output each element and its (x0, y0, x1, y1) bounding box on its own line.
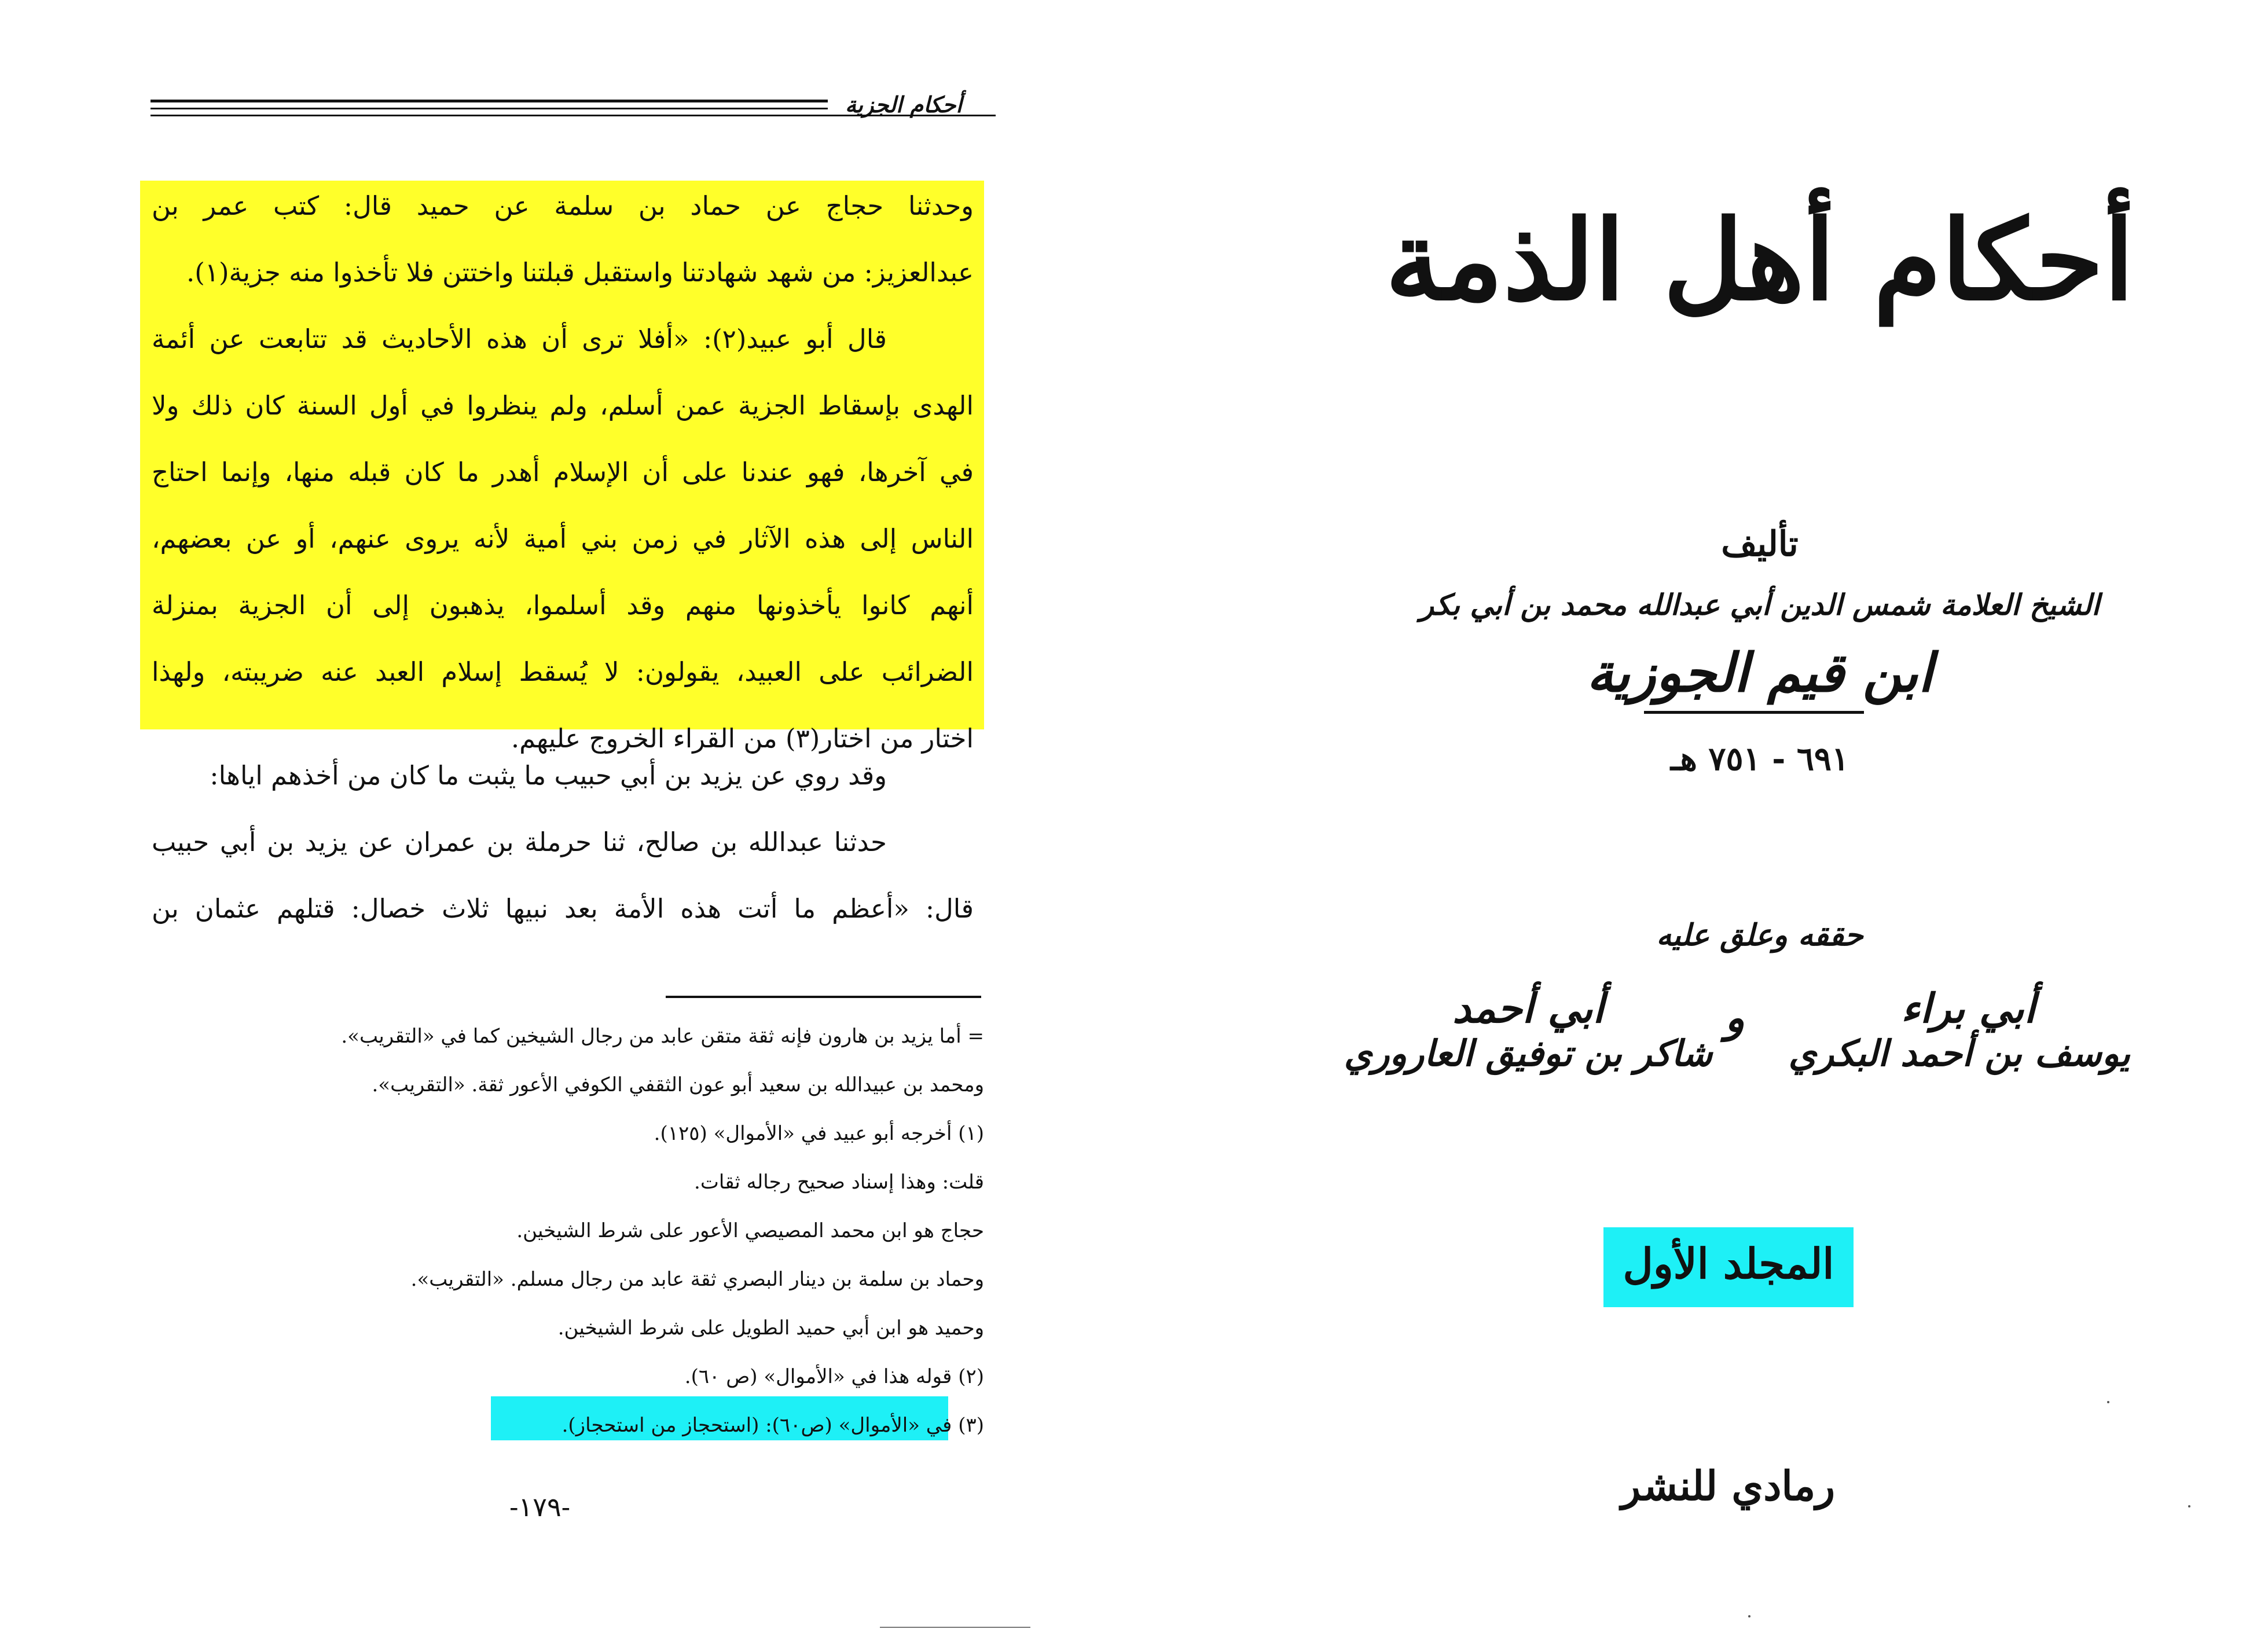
editor-name: يوسف بن أحمد البكري (1788, 1032, 2130, 1074)
editor-kunya: أبي براء (1900, 984, 2036, 1032)
header-underline (151, 115, 996, 116)
running-head-title: أحكام الجزية (845, 91, 962, 118)
text-line: حدثنا عبدالله بن صالح، ثنا حرملة بن عمران عن يزيد بن أبي حبيب (152, 827, 887, 857)
verified-label: حققه وعلق عليه (1656, 918, 1863, 953)
author-titles: الشيخ العلامة شمس الدين أبي عبدالله محمد بن أبي بكر (1419, 588, 2100, 622)
footnote-line: وحماد بن سلمة بن دينار البصري ثقة عابد من رجال مسلم. «التقريب». (410, 1268, 984, 1291)
editor-name: شاكر بن توفيق العاروري (1344, 1032, 1713, 1074)
text-line: عبدالعزيز: من شهد شهادتنا واستقبل قبلتنا واختتن فلا تأخذوا منه جزية(١). (186, 257, 974, 288)
page-number: -١٧٩- (509, 1491, 571, 1523)
editor-kunya: أبي أحمد (1452, 984, 1604, 1032)
text-line: قال: «أعظم ما أتت هذه الأمة بعد نبيها ثلاث خصال: قتلهم عثمان بن (152, 893, 974, 924)
authored-label: تأليف (1721, 524, 1799, 564)
text-line: في آخرها، فهو عندنا على أن الإسلام أهدر ما كان قبله منها، وإنما احتاج (152, 457, 974, 487)
page-edge-line (880, 1627, 1030, 1628)
text-line: الضرائب على العبيد، يقولون: لا يُسقط إسلام العبد عنه ضريبته، ولهذا (152, 656, 974, 687)
volume-label: المجلد الأول (1623, 1239, 1834, 1288)
footnote-line: حجاج هو ابن محمد المصيصي الأعور على شرط الشيخين. (516, 1219, 984, 1242)
scan-speck (2188, 1505, 2190, 1507)
footnote-line: ومحمد بن عبيدالله بن سعيد أبو عون الثقفي الكوفي الأعور ثقة. «التقريب». (372, 1073, 984, 1096)
body-paragraphs (152, 742, 974, 942)
editor-1 (1788, 984, 2130, 1074)
text-line: قال أبو عبيد(٢): «أفلا ترى أن هذه الأحاديث قد تتابعت عن أئمة (152, 324, 887, 354)
author-dates: ٦٩١ - ٧٥١ هـ (1670, 740, 1849, 778)
scan-speck (1748, 1615, 1750, 1617)
book-title: أحكام أهل الذمة (1385, 196, 2134, 325)
footnote-line: وحميد هو ابن أبي حميد الطويل على شرط الشيخين. (557, 1316, 984, 1340)
footnote-line: قلت: وهذا إسناد صحيح رجاله ثقات. (694, 1171, 984, 1194)
running-header (151, 91, 996, 120)
text-line: وحدثنا حجاج عن حماد بن سلمة عن حميد قال: كتب عمر بن (152, 190, 974, 221)
footnote-line: (٢) قوله هذا في «الأموال» (ص ٦٠). (684, 1365, 984, 1388)
text-line: اختار من اختار(٣) من القراء الخروج عليهم. (511, 723, 974, 754)
footnote-line: (١) أخرجه أبو عبيد في «الأموال» (١٢٥). (654, 1122, 984, 1145)
author-name: ابن قيم الجوزية (1586, 641, 1933, 704)
scan-speck (2107, 1401, 2109, 1403)
footnote-line: = أما يزيد بن هارون فإنه ثقة متقن عابد من رجال الشيخين كما في «التقريب». (341, 1025, 984, 1048)
text-line: الناس إلى هذه الآثار في زمن بني أمية لأنه يروى عنهم، أو عن بعضهم، (152, 523, 974, 554)
footnotes (278, 1012, 984, 1450)
text-line: أنهم كانوا يأخذونها منهم وقد أسلموا، يذهبون إلى أن الجزية بمنزلة (152, 590, 974, 621)
header-rule (151, 100, 828, 102)
highlighted-paragraphs (152, 173, 974, 772)
text-line: وقد روي عن يزيد بن أبي حبيب ما يثبت ما كان من أخذهم اياها: (210, 760, 887, 791)
footnote-line: (٣) في «الأموال» (ص٦٠): (استحجاز من استحجاز). (562, 1414, 984, 1437)
footnote-separator (666, 996, 981, 998)
conjunction: و (1725, 993, 1745, 1041)
editor-2 (1331, 984, 1725, 1074)
header-rule (151, 108, 828, 109)
publisher-logo: رمادي للنشر (1621, 1462, 1835, 1510)
author-name-underline (1644, 711, 1864, 714)
text-line: الهدى بإسقاط الجزية عمن أسلم، ولم ينظروا في أول السنة كان ذلك ولا (152, 390, 974, 421)
